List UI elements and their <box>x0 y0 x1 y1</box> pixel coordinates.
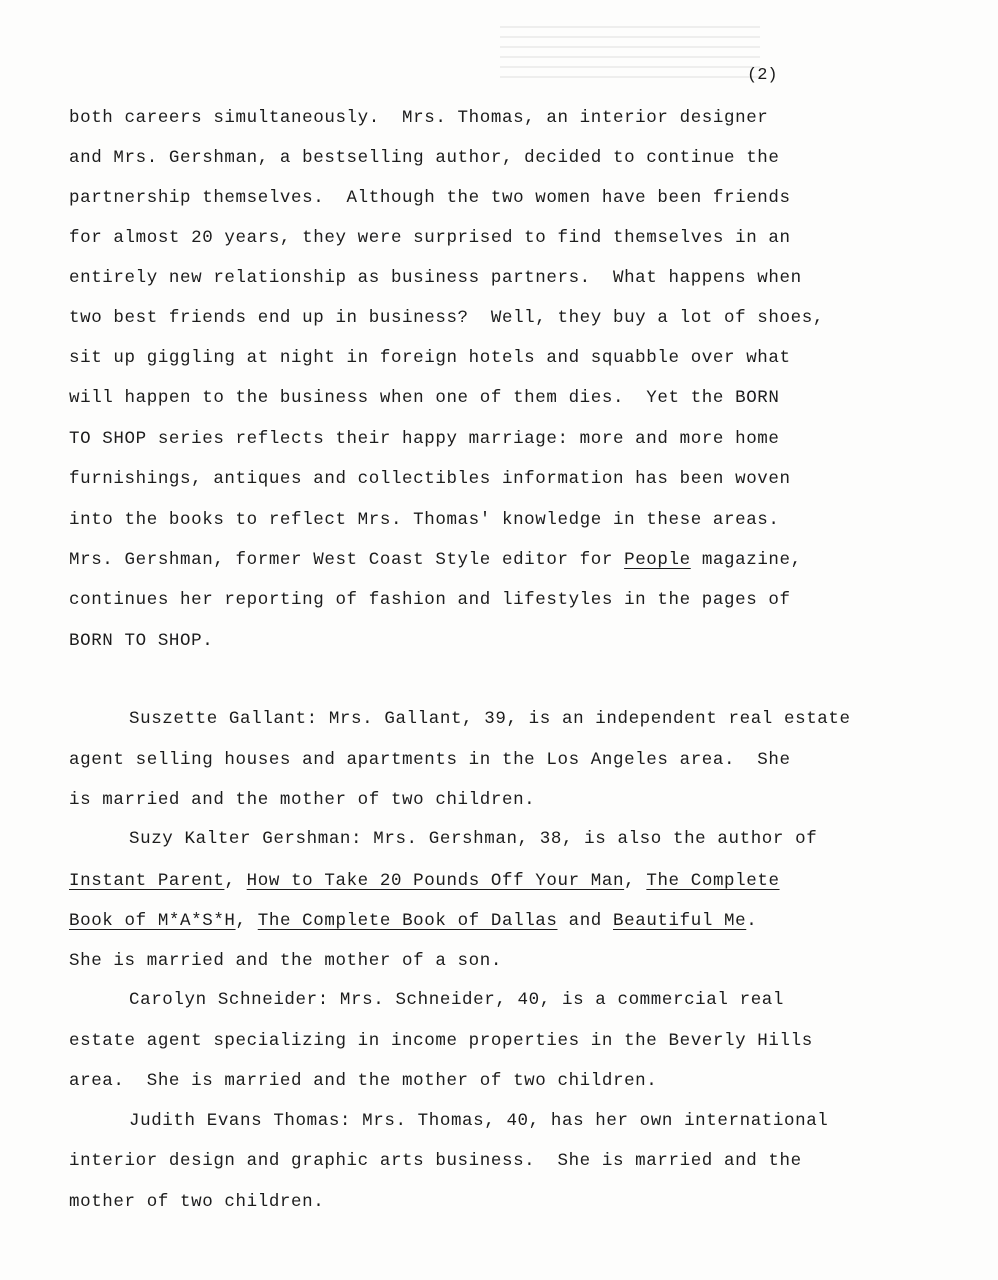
text-line <box>69 549 802 571</box>
text-line: continues her reporting of fashion and lifestyles in the pages of <box>69 590 791 610</box>
bio-gallant-line: is married and the mother of two children. <box>69 790 536 810</box>
bio-thomas-line: Judith Evans Thomas: Mrs. Thomas, 40, has her own international <box>129 1111 829 1131</box>
text-line: for almost 20 years, they were surprised to find themselves in an <box>69 228 791 248</box>
bio-thomas-line: mother of two children. <box>69 1192 325 1212</box>
show-through-bleed <box>500 18 760 78</box>
bio-gershman-line <box>69 910 757 932</box>
bio-gershman-line: Suzy Kalter Gershman: Mrs. Gershman, 38, is also the author of <box>129 829 818 849</box>
text-segment: , <box>224 871 247 891</box>
bio-schneider-line: Carolyn Schneider: Mrs. Schneider, 40, is a commercial real <box>129 990 785 1010</box>
text-line: entirely new relationship as business partners. What happens when <box>69 268 802 288</box>
page-number: (2) <box>747 66 778 85</box>
bio-gallant-line: Suszette Gallant: Mrs. Gallant, 39, is an independent real estate <box>129 709 851 729</box>
book-title: The Complete <box>646 871 780 891</box>
book-title: Instant Parent <box>69 871 225 891</box>
book-title: How to Take 20 Pounds Off Your Man <box>246 871 625 891</box>
bio-schneider-line: area. She is married and the mother of two children. <box>69 1071 658 1091</box>
text-line: sit up giggling at night in foreign hotels and squabble over what <box>69 348 791 368</box>
book-title: Book of M*A*S*H <box>69 911 236 931</box>
text-segment: Mrs. Gershman, former West Coast Style editor for <box>69 550 625 570</box>
bio-schneider-line: estate agent specializing in income properties in the Beverly Hills <box>69 1031 813 1051</box>
text-line: BORN TO SHOP. <box>69 631 214 651</box>
text-line: partnership themselves. Although the two women have been friends <box>69 188 791 208</box>
book-title: Beautiful Me <box>613 911 747 931</box>
text-segment: , <box>235 911 258 931</box>
bio-gallant-line: agent selling houses and apartments in the Los Angeles area. She <box>69 750 791 770</box>
text-line: both careers simultaneously. Mrs. Thomas, an interior designer <box>69 108 769 128</box>
bio-thomas-line: interior design and graphic arts business. She is married and the <box>69 1151 802 1171</box>
book-title: The Complete Book of Dallas <box>257 911 558 931</box>
magazine-title: People <box>624 550 691 570</box>
bio-gershman-line: She is married and the mother of a son. <box>69 951 502 971</box>
text-line: furnishings, antiques and collectibles information has been woven <box>69 469 791 489</box>
text-segment: , <box>624 871 647 891</box>
text-line: two best friends end up in business? Well, they buy a lot of shoes, <box>69 308 824 328</box>
text-segment: and <box>557 911 614 931</box>
text-line: TO SHOP series reflects their happy marriage: more and more home <box>69 429 780 449</box>
text-segment: magazine, <box>690 550 802 570</box>
text-segment: . <box>746 911 758 931</box>
text-line: into the books to reflect Mrs. Thomas' knowledge in these areas. <box>69 510 780 530</box>
text-line: will happen to the business when one of them dies. Yet the BORN <box>69 388 780 408</box>
text-line: and Mrs. Gershman, a bestselling author, decided to continue the <box>69 148 780 168</box>
bio-gershman-line <box>69 870 780 892</box>
